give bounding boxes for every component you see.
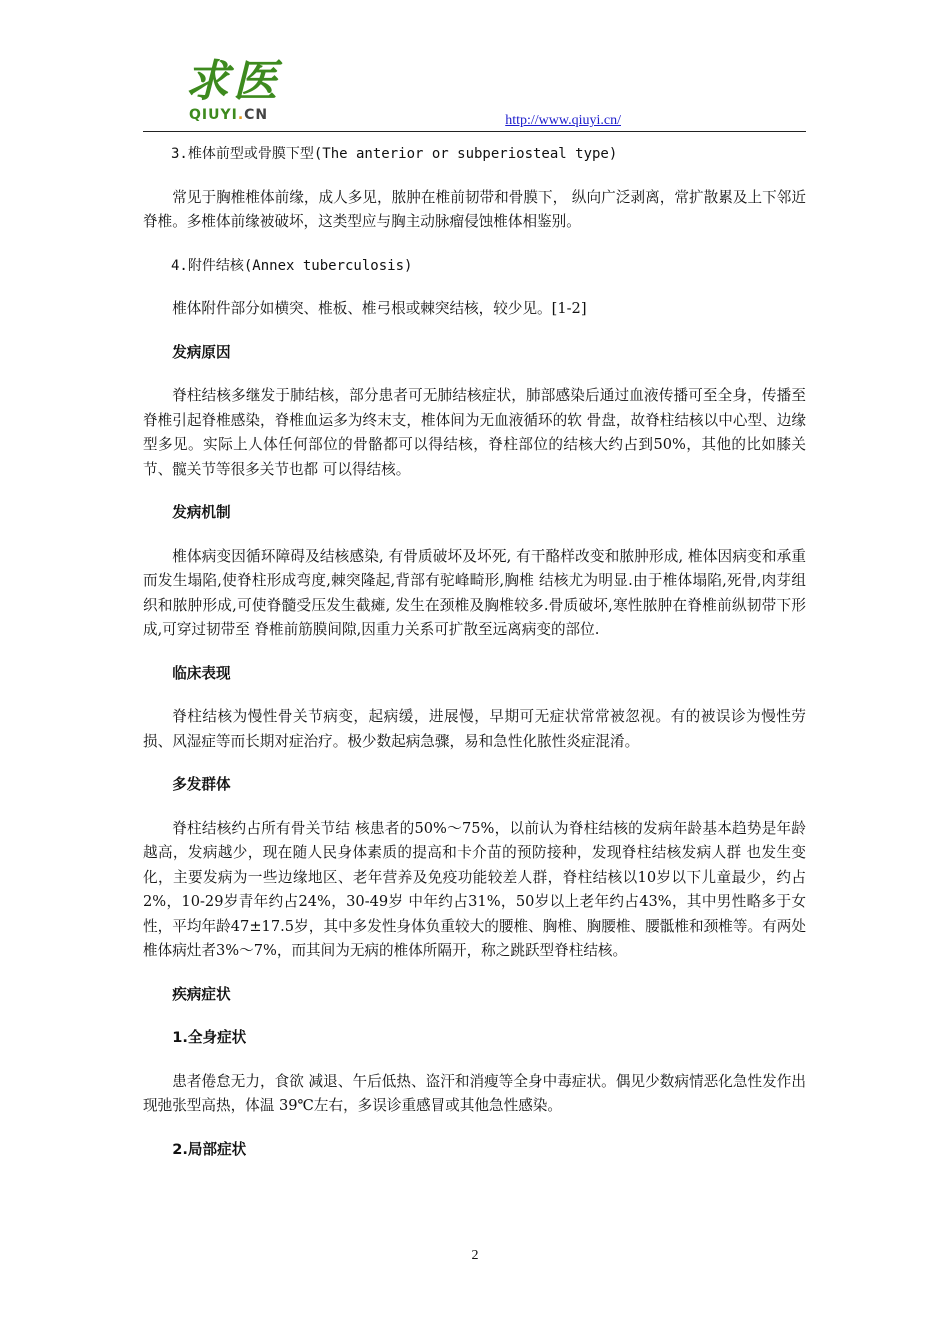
section-heading: 临床表现 [172, 664, 231, 682]
section-heading: 多发群体 [172, 776, 231, 793]
logo-brand-suffix: CN [244, 107, 269, 123]
section-heading: 发病原因 [172, 343, 231, 361]
paragraph: 3.椎体前型或骨膜下型(The anterior or subperiosteal type) [171, 146, 618, 162]
header-divider [143, 131, 806, 132]
paragraph: 脊柱结核多继发于肺结核，部分患者可无肺结核症状，肺部感染后通过血液传播可至全身，传播至脊椎引起脊椎感染，脊椎血运多为终末支，椎体间为无血液循环的软 骨盘，故脊柱结核以中心型、边缘型多见。实际上人体任何部位的骨骼都可以得结核，脊柱部位的结核大约占到50%，其他的比如膝关节、髋关节等很多关节也都 可以得结核。 [143, 387, 806, 478]
logo-brand-dot: . [237, 107, 245, 123]
logo-brand-text [189, 107, 268, 123]
paragraph: 4.附件结核(Annex tuberculosis) [171, 257, 413, 274]
paragraph: 脊柱结核为慢性骨关节病变，起病缓，进展慢，早期可无症状常常被忽视。有的被误诊为慢性劳损、风湿症等而长期对症治疗。极少数起病急骤，易和急性化脓性炎症混淆。 [143, 708, 806, 750]
document-body [143, 142, 806, 1181]
logo-script-text: 求医 [185, 56, 281, 107]
page-number: 2 [471, 1248, 479, 1263]
paragraph: 常见于胸椎椎体前缘，成人多见，脓肿在椎前韧带和骨膜下， 纵向广泛剥离，常扩散累及上下邻近脊椎。多椎体前缘被破坏，这类型应与胸主动脉瘤侵蚀椎体相鉴别。 [143, 188, 806, 230]
paragraph: 患者倦怠无力，食欲 减退、午后低热、盗汗和消瘦等全身中毒症状。偶见少数病情恶化急性发作出现弛张型高热，体温 39℃左右，多误诊重感冒或其他急性感染。 [143, 1072, 806, 1114]
logo-brand-main: QIUYI [189, 107, 238, 123]
section-heading: 疾病症状 [172, 985, 231, 1003]
section-heading: 发病机制 [172, 504, 231, 521]
qiuyi-logo[interactable] [185, 55, 300, 127]
section-heading: 2.局部症状 [172, 1140, 247, 1158]
paragraph: 椎体附件部分如横突、椎板、椎弓根或棘突结核，较少见。[1-2] [172, 300, 587, 317]
paragraph: 椎体病变因循环障碍及结核感染, 有骨质破坏及坏死, 有干酪样改变和脓肿形成, 椎体因病变和承重而发生塌陷,使脊柱形成弯度,棘突隆起,背部有驼峰畸形,胸椎 结核尤为明显.由于椎体塌陷,死骨,肉芽组织和脓肿形成,可使脊髓受压发生截瘫, 发生在颈椎及胸椎较多.骨质破坏,寒性脓肿在脊椎前纵韧带下形成,可穿过韧带至 脊椎前筋膜间隙,因重力关系可扩散至远离病变的部位. [143, 547, 806, 638]
page-header [143, 55, 806, 133]
site-url-link[interactable]: http://www.qiuyi.cn/ [505, 113, 621, 128]
section-heading: 1.全身症状 [172, 1029, 247, 1046]
paragraph: 脊柱结核约占所有骨关节结 核患者的50%～75%，以前认为脊柱结核的发病年龄基本趋势是年龄越高，发病越少，现在随人民身体素质的提高和卡介苗的预防接种，发现脊柱结核发病人群 也发生变化，主要发病为一些边缘地区、老年营养及免疫功能较差人群，脊柱结核以10岁以下儿童最少，约占2%，10-29岁青年约占24%，30-49岁 中年约占31%，50岁以上老年约占43%，其中男性略多于女性，平均年龄47±17.5岁，其中多发性身体负重较大的腰椎、胸椎、胸腰椎、腰骶椎和颈椎等。有两处椎体病灶者3%～7%，而其间为无病的椎体所隔开，称之跳跃型脊柱结核。 [143, 819, 806, 959]
